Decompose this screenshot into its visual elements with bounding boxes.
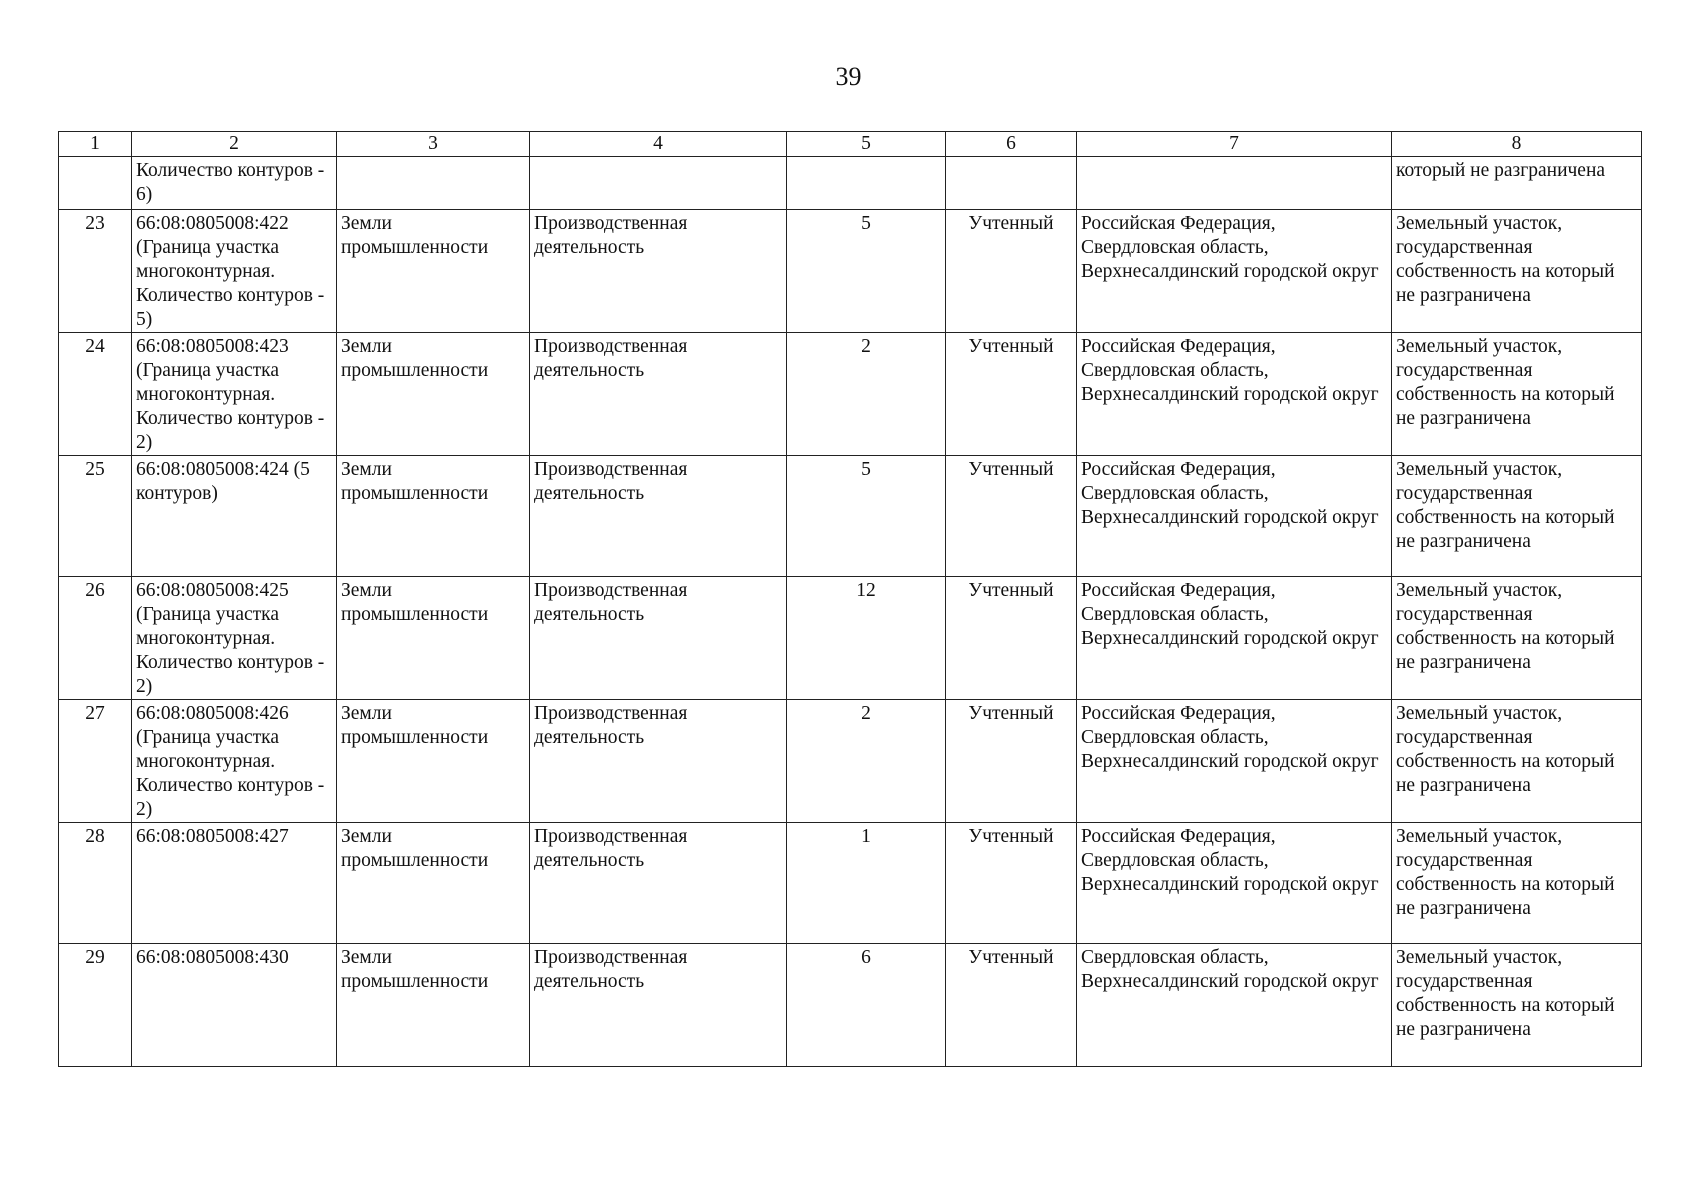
plot-area: 6 (787, 944, 946, 1067)
plot-area: 1 (787, 823, 946, 944)
permitted-use (530, 157, 787, 210)
column-header-3: 3 (337, 132, 530, 157)
permitted-use: Производственная деятельность (530, 577, 787, 700)
column-header-8: 8 (1392, 132, 1642, 157)
plot-status (946, 157, 1077, 210)
column-number-row (59, 132, 1642, 157)
land-category: Земли промышленности (337, 823, 530, 944)
land-category (337, 157, 530, 210)
permitted-use: Производственная деятельность (530, 210, 787, 333)
permitted-use: Производственная деятельность (530, 700, 787, 823)
column-header-2: 2 (132, 132, 337, 157)
plot-status: Учтенный (946, 944, 1077, 1067)
ownership-info: Земельный участок, государственная собственность на который не разграничена (1392, 577, 1642, 700)
cadastral-number: Количество контуров - 6) (132, 157, 337, 210)
plot-address: Российская Федерация, Свердловская область, Верхнесалдинский городской округ (1077, 577, 1392, 700)
cadastral-number: 66:08:0805008:430 (132, 944, 337, 1067)
land-category: Земли промышленности (337, 700, 530, 823)
row-number: 23 (59, 210, 132, 333)
column-header-5: 5 (787, 132, 946, 157)
column-header-4: 4 (530, 132, 787, 157)
plot-address: Российская Федерация, Свердловская область, Верхнесалдинский городской округ (1077, 333, 1392, 456)
land-category: Земли промышленности (337, 944, 530, 1067)
ownership-info: Земельный участок, государственная собственность на который не разграничена (1392, 823, 1642, 944)
table-row (59, 333, 1642, 456)
row-number: 29 (59, 944, 132, 1067)
ownership-info: который не разграничена (1392, 157, 1642, 210)
cadastral-number: 66:08:0805008:422 (Граница участка многоконтурная. Количество контуров - 5) (132, 210, 337, 333)
plot-address: Российская Федерация, Свердловская область, Верхнесалдинский городской округ (1077, 210, 1392, 333)
row-number: 26 (59, 577, 132, 700)
column-header-6: 6 (946, 132, 1077, 157)
plot-status: Учтенный (946, 577, 1077, 700)
table-row (59, 456, 1642, 577)
land-category: Земли промышленности (337, 210, 530, 333)
row-number (59, 157, 132, 210)
plot-area: 5 (787, 456, 946, 577)
ownership-info: Земельный участок, государственная собственность на который не разграничена (1392, 210, 1642, 333)
plot-area: 2 (787, 333, 946, 456)
row-number: 28 (59, 823, 132, 944)
ownership-info: Земельный участок, государственная собственность на который не разграничена (1392, 456, 1642, 577)
table-row (59, 823, 1642, 944)
plot-status: Учтенный (946, 700, 1077, 823)
plot-area (787, 157, 946, 210)
plot-status: Учтенный (946, 456, 1077, 577)
plot-status: Учтенный (946, 210, 1077, 333)
plot-area: 5 (787, 210, 946, 333)
continuation-row (59, 157, 1642, 210)
land-category: Земли промышленности (337, 333, 530, 456)
ownership-info: Земельный участок, государственная собственность на который не разграничена (1392, 944, 1642, 1067)
plot-status: Учтенный (946, 333, 1077, 456)
permitted-use: Производственная деятельность (530, 823, 787, 944)
ownership-info: Земельный участок, государственная собственность на который не разграничена (1392, 700, 1642, 823)
row-number: 24 (59, 333, 132, 456)
ownership-info: Земельный участок, государственная собственность на который не разграничена (1392, 333, 1642, 456)
cadastral-number: 66:08:0805008:423 (Граница участка многоконтурная. Количество контуров - 2) (132, 333, 337, 456)
permitted-use: Производственная деятельность (530, 333, 787, 456)
land-category: Земли промышленности (337, 577, 530, 700)
plot-address: Свердловская область, Верхнесалдинский городской округ (1077, 944, 1392, 1067)
cadastral-number: 66:08:0805008:425 (Граница участка многоконтурная. Количество контуров - 2) (132, 577, 337, 700)
row-number: 27 (59, 700, 132, 823)
plot-area: 2 (787, 700, 946, 823)
plot-address: Российская Федерация, Свердловская область, Верхнесалдинский городской округ (1077, 823, 1392, 944)
table-row (59, 577, 1642, 700)
land-category: Земли промышленности (337, 456, 530, 577)
land-plots-table (58, 131, 1642, 1067)
table-row (59, 210, 1642, 333)
plot-status: Учтенный (946, 823, 1077, 944)
page-number: 39 (835, 62, 862, 91)
cadastral-number: 66:08:0805008:427 (132, 823, 337, 944)
column-header-1: 1 (59, 132, 132, 157)
plot-area: 12 (787, 577, 946, 700)
table-row (59, 700, 1642, 823)
permitted-use: Производственная деятельность (530, 456, 787, 577)
plot-address: Российская Федерация, Свердловская область, Верхнесалдинский городской округ (1077, 456, 1392, 577)
row-number: 25 (59, 456, 132, 577)
plot-address: Российская Федерация, Свердловская область, Верхнесалдинский городской округ (1077, 700, 1392, 823)
cadastral-number: 66:08:0805008:426 (Граница участка многоконтурная. Количество контуров - 2) (132, 700, 337, 823)
plot-address (1077, 157, 1392, 210)
permitted-use: Производственная деятельность (530, 944, 787, 1067)
cadastral-number: 66:08:0805008:424 (5 контуров) (132, 456, 337, 577)
table-row (59, 944, 1642, 1067)
column-header-7: 7 (1077, 132, 1392, 157)
